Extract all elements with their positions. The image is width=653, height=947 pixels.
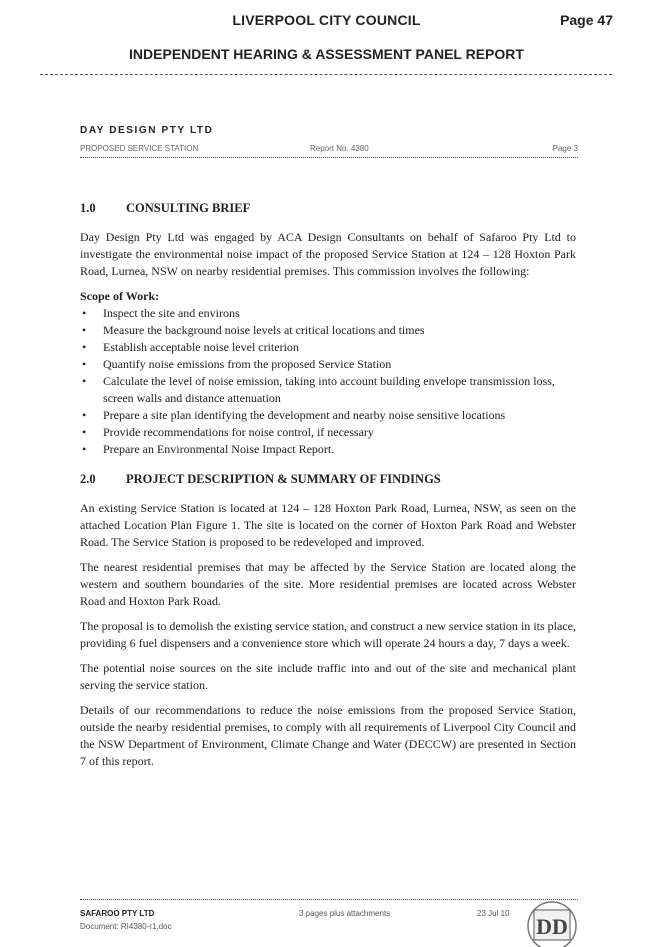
section-2-number: 2.0	[80, 472, 96, 486]
list-item: • Inspect the site and environs	[80, 305, 576, 322]
report-body	[80, 200, 576, 778]
section-1-title: CONSULTING BRIEF	[126, 201, 251, 215]
paragraph: Details of our recommendations to reduce the noise emissions from the proposed Service Station, outside the nearby residential premises, to comply with all requirements of Liverpool City Council and the NSW Department of Environment, Climate Change and Water (DECCW) are presented in Section 7 of this report.	[80, 703, 576, 768]
report-company-name: DAY DESIGN PTY LTD	[80, 125, 214, 136]
panel-report-title: INDEPENDENT HEARING & ASSESSMENT PANEL REPORT	[129, 46, 524, 62]
page-number: Page 47	[560, 12, 613, 28]
list-item: • Quantify noise emissions from the proposed Service Station	[80, 356, 576, 373]
logo-text: DD	[536, 914, 568, 939]
report-meta-line	[80, 144, 578, 156]
section-1-heading	[80, 200, 576, 217]
list-item: • Prepare an Environmental Noise Impact Report.	[80, 441, 576, 458]
scope-list	[80, 305, 576, 458]
list-item: • Measure the background noise levels at critical locations and times	[80, 322, 576, 339]
council-title: LIVERPOOL CITY COUNCIL	[232, 12, 421, 28]
footer-divider	[80, 899, 578, 900]
report-number: Report No. 4380	[310, 144, 369, 153]
day-design-logo-icon	[525, 898, 577, 947]
paragraph: An existing Service Station is located at 124 – 128 Hoxton Park Road, Lurnea, NSW, as seen on the attached Location Plan Figure 1. The site is located on the corner of Hoxton Park Road and Webster Road. The Service Station is proposed to be redeveloped and improved.	[80, 501, 576, 549]
list-item: • Provide recommendations for noise control, if necessary	[80, 424, 576, 441]
paragraph: The nearest residential premises that may be affected by the Service Station are located along the western and southern boundaries of the site. More residential premises are located across Webster Road and Hoxton Park Road.	[80, 560, 576, 608]
footer-pages: 3 pages plus attachments	[299, 909, 391, 918]
report-page: Page 3	[552, 144, 578, 153]
section-1-number: 1.0	[80, 201, 96, 215]
paragraph: The potential noise sources on the site include traffic into and out of the site and mechanical plant serving the service station.	[80, 661, 576, 692]
report-header-divider	[80, 157, 578, 158]
list-item: • Calculate the level of noise emission, taking into account building envelope transmission loss, screen walls and distance attenuation	[80, 373, 576, 407]
footer-date: 23 Jul 10	[477, 909, 510, 918]
list-item: • Prepare a site plan identifying the development and nearby noise sensitive locations	[80, 407, 576, 424]
list-item: • Establish acceptable noise level criterion	[80, 339, 576, 356]
scope-label: Scope of Work:	[80, 289, 160, 303]
footer-document: Document: RI4380-r1.doc	[80, 922, 172, 931]
section-1-intro: Day Design Pty Ltd was engaged by ACA Design Consultants on behalf of Safaroo Pty Ltd to investigate the environmental noise impact of the proposed Service Station at 124 – 128 Hoxton Park Road, Lurnea, NSW on nearby residential premises. This commission involves the following:	[80, 230, 576, 278]
section-2-title: PROJECT DESCRIPTION & SUMMARY OF FINDINGS	[126, 472, 441, 486]
footer-client: SAFAROO PTY LTD	[80, 909, 155, 918]
section-2-heading	[80, 471, 576, 488]
header-divider	[40, 74, 612, 75]
project-name: PROPOSED SERVICE STATION	[80, 144, 199, 153]
paragraph: The proposal is to demolish the existing service station, and construct a new service station in its place, providing 6 fuel dispensers and a convenience store which will operate 24 hours a day, 7 days a week.	[80, 619, 576, 650]
